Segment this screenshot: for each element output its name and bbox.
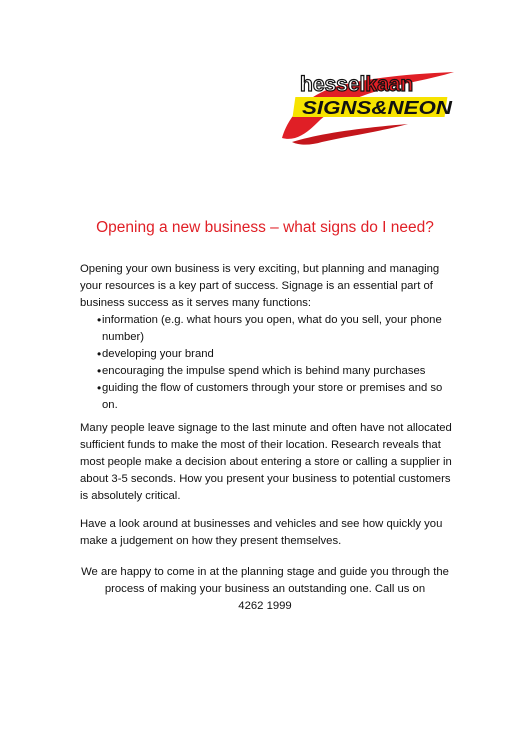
list-item	[80, 312, 460, 346]
list-item-text: • information (e.g. what hours you open, what do you sell, your phone number)	[102, 314, 442, 343]
page-title: Opening a new business – what signs do I need?	[96, 219, 434, 236]
closing-section	[80, 564, 450, 615]
svg-text:hesselkaan	[300, 73, 413, 96]
logo-text-signs-neon: SIGNS&NEON	[302, 98, 454, 118]
phone-number: 4262 1999	[238, 600, 292, 612]
list-item-text: • developing your brand	[102, 348, 214, 360]
hesselkaan-logo-graphic	[278, 64, 460, 148]
list-item-text: • guiding the flow of customers through your store or premises and so on.	[102, 382, 443, 411]
intro-section	[80, 261, 460, 414]
list-item	[80, 363, 460, 380]
list-item	[80, 380, 460, 414]
functions-list	[80, 312, 460, 414]
intro-paragraph: Opening your own business is very exciting, but planning and managing your resources is a key part of success. Signage is an essential part of business success as it serves many functions:	[80, 263, 440, 309]
look-around-paragraph: Have a look around at businesses and vehicles and see how quickly you make a judgement on how they present themselves.	[80, 518, 443, 547]
list-item-text: • encouraging the impulse spend which is behind many purchases	[102, 365, 426, 377]
logo-text-kaan: kaan	[365, 73, 414, 96]
logo-text-hessel: hessel	[300, 73, 366, 96]
list-item	[80, 346, 460, 363]
signage-paragraph: Many people leave signage to the last minute and often have not allocated sufficient funds to make the most of their location. Research reveals that most people make a decision about entering a store or calling a supplier in about 3-5 seconds. How you present your business to potential customers is absolutely critical.	[80, 422, 452, 502]
company-logo	[278, 64, 460, 148]
closing-paragraph: We are happy to come in at the planning stage and guide you through the process of making your business an outstanding one. Call us on	[81, 566, 449, 595]
